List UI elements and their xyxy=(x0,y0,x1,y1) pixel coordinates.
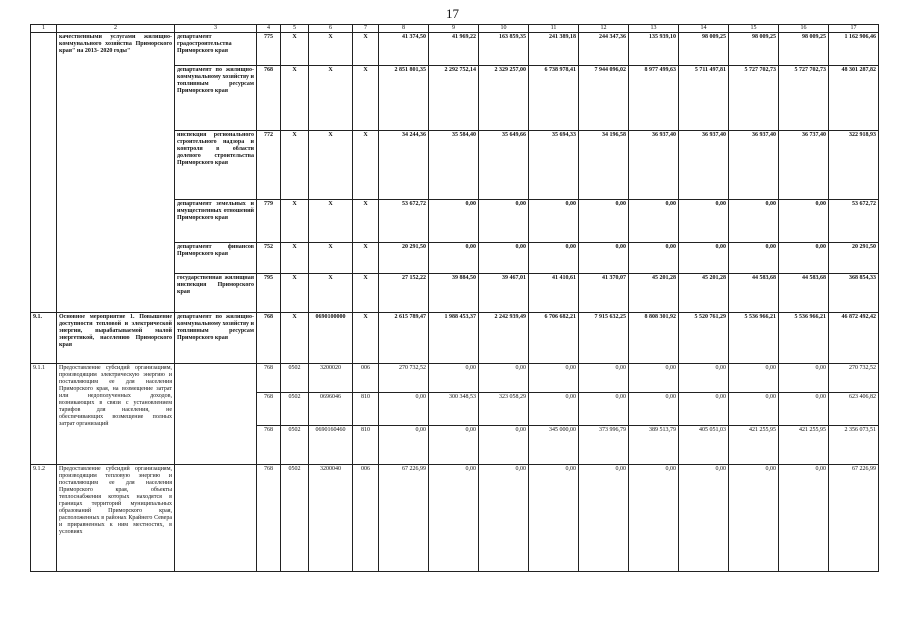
page-number: 17 xyxy=(446,6,459,21)
column-number-8: 8 xyxy=(379,25,429,33)
section-code: Х xyxy=(281,66,309,131)
amount-cell: 0,00 xyxy=(429,200,479,243)
amount-cell: 0,00 xyxy=(479,426,529,465)
responsible-executor: департамент финансов Приморского края xyxy=(175,243,257,274)
amount-cell: 8 977 499,63 xyxy=(629,66,679,131)
amount-cell: 2 615 789,47 xyxy=(379,313,429,364)
amount-cell: 0,00 xyxy=(729,200,779,243)
amount-cell: 0,00 xyxy=(529,364,579,393)
responsible-executor xyxy=(175,364,257,465)
amount-cell: 0,00 xyxy=(579,393,629,426)
program-name: качественными услугами жилищно-коммунального хозяйства Приморского края" на 2013- 2020 годы" xyxy=(57,33,175,313)
budget-table xyxy=(30,24,879,572)
amount-cell: 41 374,50 xyxy=(379,33,429,66)
amount-cell: 35 694,33 xyxy=(529,131,579,200)
responsible-executor: инспекция регионального строительного надзора и контроля в области долевого строительства Приморского края xyxy=(175,131,257,200)
column-number-2: 2 xyxy=(57,25,175,33)
amount-cell: 0,00 xyxy=(779,364,829,393)
amount-cell: 0,00 xyxy=(579,465,629,572)
amount-cell: 0,00 xyxy=(529,243,579,274)
grbs-code: 752 xyxy=(257,243,281,274)
amount-cell: 5 727 702,73 xyxy=(779,66,829,131)
amount-cell: 0,00 xyxy=(529,465,579,572)
grbs-code: 772 xyxy=(257,131,281,200)
grbs-code: 779 xyxy=(257,200,281,243)
amount-cell: 35 584,40 xyxy=(429,131,479,200)
column-number-10: 10 xyxy=(479,25,529,33)
section-code: Х xyxy=(281,33,309,66)
row-number: 9.1. xyxy=(31,313,57,364)
amount-cell: 39 884,50 xyxy=(429,274,479,313)
column-number-5: 5 xyxy=(281,25,309,33)
amount-cell: 0,00 xyxy=(479,243,529,274)
responsible-executor: департамент земельных и имущественных отношений Приморского края xyxy=(175,200,257,243)
target-code: 0696046 xyxy=(309,393,353,426)
amount-cell: 20 291,50 xyxy=(379,243,429,274)
target-code: 0690100000 xyxy=(309,313,353,364)
amount-cell: 373 996,79 xyxy=(579,426,629,465)
amount-cell: 0,00 xyxy=(629,393,679,426)
column-number-11: 11 xyxy=(529,25,579,33)
amount-cell: 36 737,40 xyxy=(779,131,829,200)
amount-cell: 0,00 xyxy=(729,364,779,393)
expense-type: Х xyxy=(353,274,379,313)
expense-type: 810 xyxy=(353,393,379,426)
grbs-code: 775 xyxy=(257,33,281,66)
expense-type: Х xyxy=(353,200,379,243)
amount-cell: 98 009,25 xyxy=(729,33,779,66)
grbs-code: 768 xyxy=(257,364,281,393)
column-number-17: 17 xyxy=(829,25,879,33)
amount-cell: 5 711 497,81 xyxy=(679,66,729,131)
amount-cell: 0,00 xyxy=(379,393,429,426)
amount-cell: 41 410,61 xyxy=(529,274,579,313)
amount-cell: 0,00 xyxy=(679,364,729,393)
section-code: 0502 xyxy=(281,465,309,572)
amount-cell: 20 291,50 xyxy=(829,243,879,274)
section-code: Х xyxy=(281,313,309,364)
target-code: 3200040 xyxy=(309,465,353,572)
amount-cell: 270 732,52 xyxy=(379,364,429,393)
amount-cell: 0,00 xyxy=(779,200,829,243)
amount-cell: 8 808 301,92 xyxy=(629,313,679,364)
column-number-14: 14 xyxy=(679,25,729,33)
row-number: 9.1.1 xyxy=(31,364,57,465)
table-row xyxy=(31,313,879,364)
amount-cell: 36 937,40 xyxy=(629,131,679,200)
table-row xyxy=(31,465,879,572)
amount-cell: 41 969,22 xyxy=(429,33,479,66)
amount-cell: 2 329 257,00 xyxy=(479,66,529,131)
expense-type: 006 xyxy=(353,364,379,393)
amount-cell: 6 738 978,41 xyxy=(529,66,579,131)
amount-cell: 41 370,07 xyxy=(579,274,629,313)
amount-cell: 0,00 xyxy=(629,465,679,572)
amount-cell: 1 162 906,46 xyxy=(829,33,879,66)
amount-cell: 0,00 xyxy=(479,364,529,393)
amount-cell: 5 520 761,29 xyxy=(679,313,729,364)
amount-cell: 0,00 xyxy=(729,243,779,274)
amount-cell: 36 937,40 xyxy=(679,131,729,200)
amount-cell: 6 706 682,21 xyxy=(529,313,579,364)
grbs-code: 795 xyxy=(257,274,281,313)
amount-cell: 7 944 096,02 xyxy=(579,66,629,131)
amount-cell: 389 513,79 xyxy=(629,426,679,465)
column-number-12: 12 xyxy=(579,25,629,33)
amount-cell: 0,00 xyxy=(679,200,729,243)
section-code: 0502 xyxy=(281,364,309,393)
amount-cell: 270 732,52 xyxy=(829,364,879,393)
amount-cell: 300 348,53 xyxy=(429,393,479,426)
grbs-code: 768 xyxy=(257,313,281,364)
amount-cell: 1 988 453,37 xyxy=(429,313,479,364)
section-code: 0502 xyxy=(281,426,309,465)
amount-cell: 7 915 632,25 xyxy=(579,313,629,364)
amount-cell: 0,00 xyxy=(679,393,729,426)
table-row xyxy=(31,364,879,393)
column-number-6: 6 xyxy=(309,25,353,33)
amount-cell: 0,00 xyxy=(779,393,829,426)
expense-type: Х xyxy=(353,33,379,66)
section-code: Х xyxy=(281,200,309,243)
amount-cell: 98 009,25 xyxy=(679,33,729,66)
expense-type: Х xyxy=(353,131,379,200)
expense-type: 006 xyxy=(353,465,379,572)
amount-cell: 2 242 939,49 xyxy=(479,313,529,364)
amount-cell: 0,00 xyxy=(429,426,479,465)
amount-cell: 44 583,68 xyxy=(779,274,829,313)
header-row xyxy=(31,25,879,33)
amount-cell: 0,00 xyxy=(579,200,629,243)
amount-cell: 98 009,25 xyxy=(779,33,829,66)
amount-cell: 244 347,36 xyxy=(579,33,629,66)
section-code: 0502 xyxy=(281,393,309,426)
amount-cell: 2 356 073,51 xyxy=(829,426,879,465)
amount-cell: 0,00 xyxy=(679,465,729,572)
responsible-executor: департамент по жилищно-коммунальному хозяйству и топливным ресурсам Приморского края xyxy=(175,313,257,364)
target-code: Х xyxy=(309,131,353,200)
amount-cell: 48 301 287,82 xyxy=(829,66,879,131)
amount-cell: 0,00 xyxy=(779,243,829,274)
target-code: Х xyxy=(309,274,353,313)
amount-cell: 5 536 966,21 xyxy=(729,313,779,364)
amount-cell: 0,00 xyxy=(629,364,679,393)
amount-cell: 0,00 xyxy=(679,243,729,274)
amount-cell: 0,00 xyxy=(429,364,479,393)
expense-type: Х xyxy=(353,243,379,274)
column-number-1: 1 xyxy=(31,25,57,33)
row-number: 9.1.2 xyxy=(31,465,57,572)
amount-cell: 2 851 801,35 xyxy=(379,66,429,131)
amount-cell: 34 244,36 xyxy=(379,131,429,200)
section-code: Х xyxy=(281,131,309,200)
amount-cell: 421 255,95 xyxy=(729,426,779,465)
amount-cell: 623 406,82 xyxy=(829,393,879,426)
amount-cell: 0,00 xyxy=(629,243,679,274)
column-number-4: 4 xyxy=(257,25,281,33)
amount-cell: 5 727 702,73 xyxy=(729,66,779,131)
amount-cell: 0,00 xyxy=(529,200,579,243)
amount-cell: 421 255,95 xyxy=(779,426,829,465)
target-code: 0690160460 xyxy=(309,426,353,465)
target-code: Х xyxy=(309,200,353,243)
amount-cell: 0,00 xyxy=(379,426,429,465)
amount-cell: 0,00 xyxy=(429,465,479,572)
responsible-executor xyxy=(175,465,257,572)
amount-cell: 0,00 xyxy=(479,465,529,572)
section-code: Х xyxy=(281,243,309,274)
amount-cell: 0,00 xyxy=(729,465,779,572)
responsible-executor: департамент градостроительства Приморского края xyxy=(175,33,257,66)
amount-cell: 53 672,72 xyxy=(379,200,429,243)
measure-name: Предоставление субсидий организациям, производящим электрическую энергию и поставляющим ее для населения Приморского края, на возмещение затрат или недополученных доходов, возникающих в связи с установлением тарифов для населения, не обеспечивающих возмещение полных затрат организаций xyxy=(57,364,175,465)
expense-type: Х xyxy=(353,313,379,364)
amount-cell: 53 672,72 xyxy=(829,200,879,243)
amount-cell: 0,00 xyxy=(479,200,529,243)
amount-cell: 135 939,10 xyxy=(629,33,679,66)
amount-cell: 323 058,29 xyxy=(479,393,529,426)
amount-cell: 67 226,99 xyxy=(829,465,879,572)
grbs-code: 768 xyxy=(257,465,281,572)
amount-cell: 0,00 xyxy=(729,393,779,426)
amount-cell: 45 201,28 xyxy=(679,274,729,313)
expense-type: Х xyxy=(353,66,379,131)
amount-cell: 0,00 xyxy=(579,243,629,274)
amount-cell: 345 000,00 xyxy=(529,426,579,465)
amount-cell: 0,00 xyxy=(629,200,679,243)
amount-cell: 368 854,33 xyxy=(829,274,879,313)
amount-cell: 322 918,93 xyxy=(829,131,879,200)
grbs-code: 768 xyxy=(257,393,281,426)
section-code: Х xyxy=(281,274,309,313)
responsible-executor: государственная жилищная инспекция Приморского края xyxy=(175,274,257,313)
amount-cell: 27 152,22 xyxy=(379,274,429,313)
target-code: Х xyxy=(309,33,353,66)
column-number-3: 3 xyxy=(175,25,257,33)
column-number-7: 7 xyxy=(353,25,379,33)
responsible-executor: департамент по жилищно-коммунальному хозяйству и топливным ресурсам Приморского края xyxy=(175,66,257,131)
amount-cell: 241 389,18 xyxy=(529,33,579,66)
amount-cell: 36 937,40 xyxy=(729,131,779,200)
amount-cell: 2 292 752,14 xyxy=(429,66,479,131)
amount-cell: 67 226,99 xyxy=(379,465,429,572)
grbs-code: 768 xyxy=(257,66,281,131)
expense-type: 810 xyxy=(353,426,379,465)
column-number-13: 13 xyxy=(629,25,679,33)
amount-cell: 35 649,66 xyxy=(479,131,529,200)
table-row xyxy=(31,33,879,66)
measure-name: Основное мероприятие 1. Повышение доступности тепловой и электрической энергии, вырабатываемой малой энергетикой, населению Приморского края xyxy=(57,313,175,364)
measure-name: Предоставление субсидий организациям, производящим тепловую энергию и поставляющим ее для населения Приморского края, объекты теплоснабжения которых находятся в границах территорий муниципальных образований Приморского края, расположенных в районах Крайнего Севера и приравненных к ним местностях, в условиях xyxy=(57,465,175,572)
row-number xyxy=(31,33,57,313)
target-code: Х xyxy=(309,243,353,274)
amount-cell: 0,00 xyxy=(429,243,479,274)
column-number-9: 9 xyxy=(429,25,479,33)
column-number-15: 15 xyxy=(729,25,779,33)
amount-cell: 0,00 xyxy=(579,364,629,393)
grbs-code: 768 xyxy=(257,426,281,465)
amount-cell: 0,00 xyxy=(779,465,829,572)
amount-cell: 39 467,01 xyxy=(479,274,529,313)
amount-cell: 0,00 xyxy=(529,393,579,426)
amount-cell: 46 872 492,42 xyxy=(829,313,879,364)
amount-cell: 45 201,28 xyxy=(629,274,679,313)
column-number-16: 16 xyxy=(779,25,829,33)
amount-cell: 405 051,03 xyxy=(679,426,729,465)
target-code: Х xyxy=(309,66,353,131)
target-code: 3200020 xyxy=(309,364,353,393)
amount-cell: 34 196,58 xyxy=(579,131,629,200)
amount-cell: 5 536 966,21 xyxy=(779,313,829,364)
amount-cell: 163 859,35 xyxy=(479,33,529,66)
amount-cell: 44 583,68 xyxy=(729,274,779,313)
